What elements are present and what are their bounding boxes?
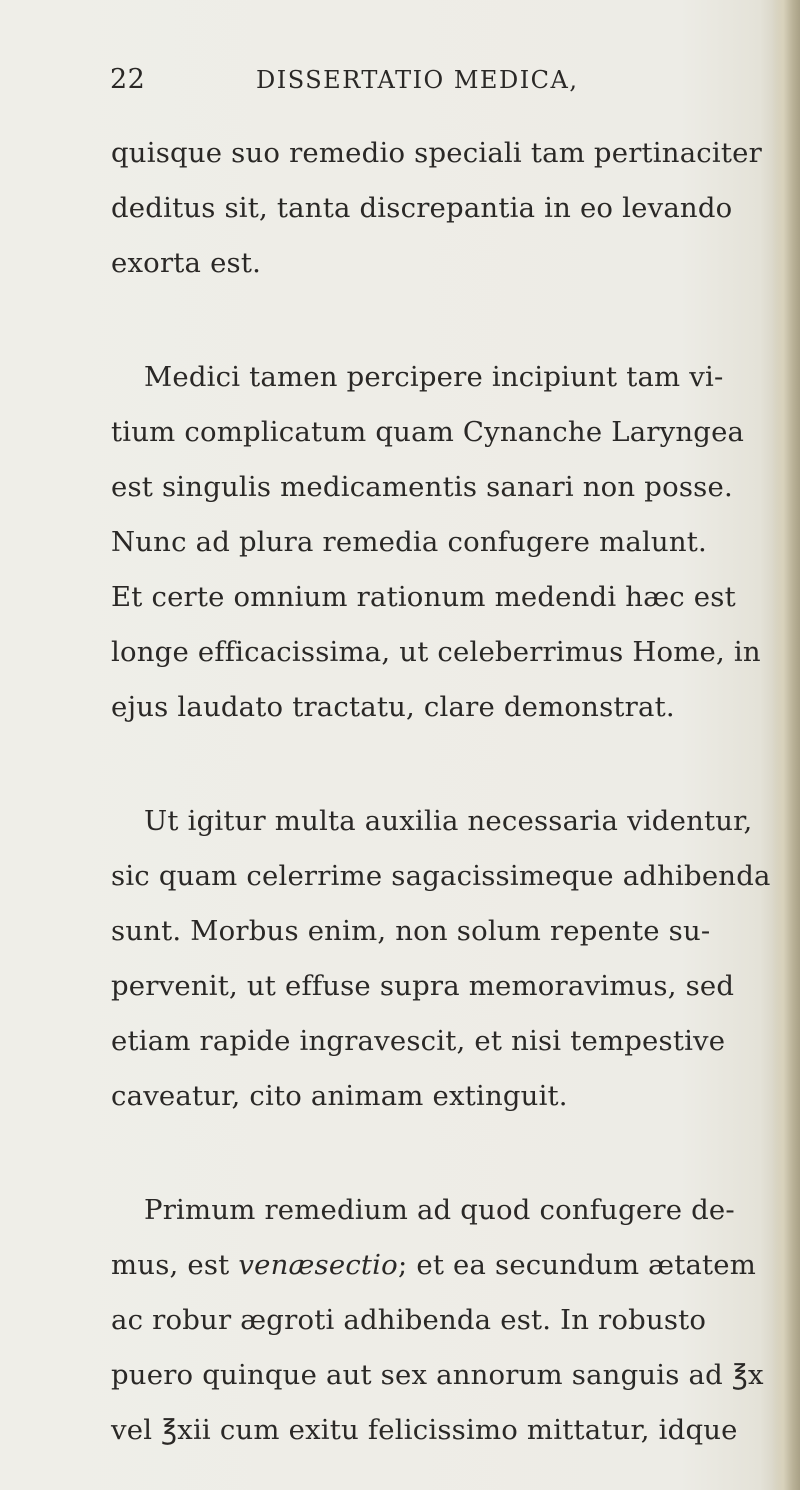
paragraph-gap	[111, 735, 751, 794]
text-line: quisque suo remedio speciali tam pertinaciter	[111, 137, 762, 169]
text-line: Medici tamen percipere incipiunt tam vi-	[144, 361, 724, 393]
text-line: pervenit, ut effuse supra memoravimus, sed	[111, 970, 735, 1002]
text-line: puero quinque aut sex annorum sanguis ad ℥x	[111, 1359, 764, 1391]
paragraph-4	[111, 1183, 764, 1458]
text-segment: ; et ea secundum ætatem	[397, 1249, 757, 1281]
paragraph-2	[111, 350, 761, 735]
text-line	[111, 1238, 757, 1293]
text-line: ac robur ægroti adhibenda est. In robusto	[111, 1304, 707, 1336]
text-line: longe efficacissima, ut celeberrimus Home, in	[111, 636, 761, 668]
text-line: etiam rapide ingravescit, et nisi tempestive	[111, 1025, 726, 1057]
text-line: ejus laudato tractatu, clare demonstrat.	[111, 691, 675, 723]
running-title: DISSERTATIO MEDICA,	[256, 66, 579, 94]
text-line: sunt. Morbus enim, non solum repente su-	[111, 915, 711, 947]
page-number: 22	[110, 64, 146, 95]
text-line: est singulis medicamentis sanari non posse.	[111, 471, 733, 503]
text-line: tium complicatum quam Cynanche Laryngea	[111, 416, 745, 448]
paragraph-gap	[111, 1124, 751, 1183]
text-line: sic quam celerrime sagacissimeque adhibenda	[111, 860, 771, 892]
text-line: Ut igitur multa auxilia necessaria videntur,	[144, 805, 753, 837]
paragraph-gap	[111, 291, 751, 350]
text-segment: mus, est	[111, 1249, 239, 1281]
text-line: deditus sit, tanta discrepantia in eo levando	[111, 192, 733, 224]
text-line: Nunc ad plura remedia confugere malunt.	[111, 526, 707, 558]
page-edge-shadow	[772, 0, 800, 1490]
text-line: caveatur, cito animam extinguit.	[111, 1080, 568, 1112]
text-line: Et certe omnium rationum medendi hæc est	[111, 581, 736, 613]
paragraph-3	[111, 794, 771, 1124]
text-line: vel ℥xii cum exitu felicissimo mittatur, idque	[111, 1414, 738, 1446]
paragraph-1	[111, 126, 762, 291]
body-text	[111, 126, 771, 1458]
running-head	[110, 64, 670, 104]
text-line: exorta est.	[111, 247, 262, 279]
italic-term: venæsectio	[238, 1249, 398, 1281]
text-line: Primum remedium ad quod confugere de-	[144, 1194, 735, 1226]
